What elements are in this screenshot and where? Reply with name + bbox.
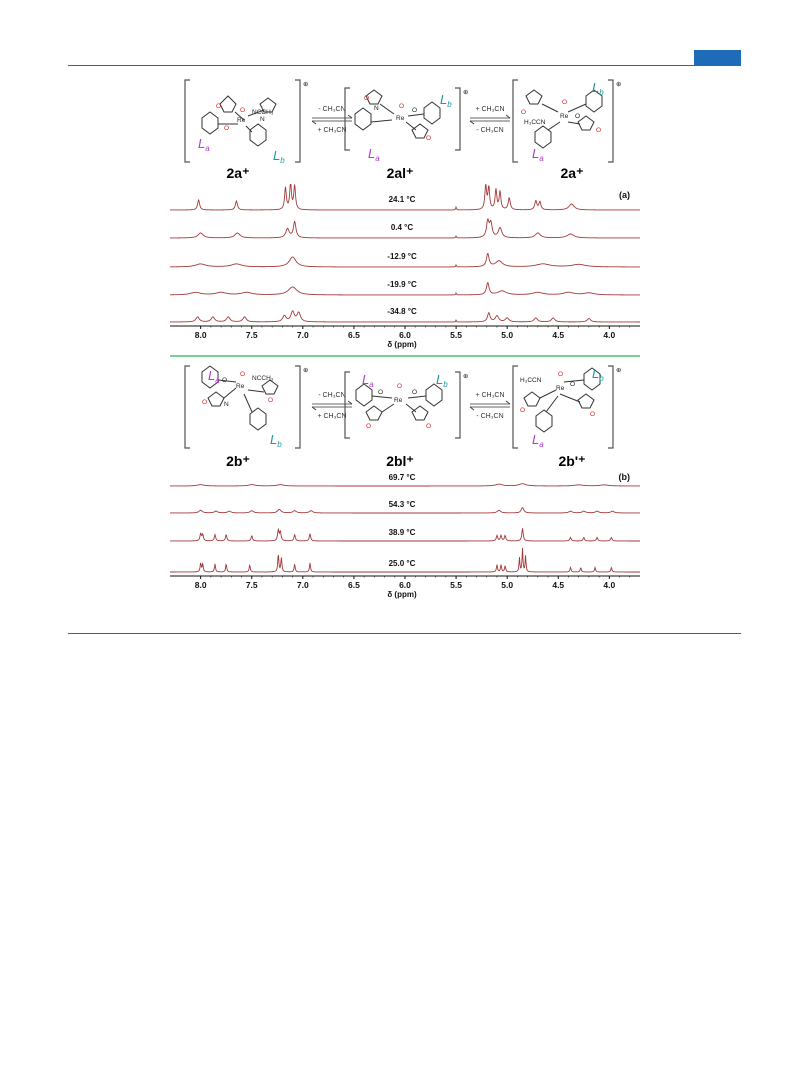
svg-text:La: $L_a$ [532, 146, 544, 163]
svg-text:- CH₃CN: - CH₃CN [318, 392, 346, 399]
equilibrium-arrow-b1 [312, 392, 352, 420]
panel-label: (a) [619, 190, 630, 200]
svg-text:O: O [397, 383, 403, 390]
svg-text:O: O [202, 399, 208, 406]
x-tick-label: 7.5 [245, 330, 258, 340]
x-tick-label: 8.0 [194, 330, 207, 340]
svg-text:Re: Re [560, 113, 569, 120]
x-tick-label: 5.5 [450, 580, 463, 590]
svg-text:N: N [224, 401, 229, 408]
temperature-label: 0.4 °C [390, 223, 414, 232]
compound-label-2b-left: 2b⁺ [226, 453, 250, 469]
svg-text:La: $L_a$ [532, 432, 544, 449]
svg-text:O: O [590, 411, 596, 418]
svg-text:Re: Re [236, 383, 245, 390]
ligand-b-label: $L_b$ [273, 148, 285, 165]
x-axis-label: δ (ppm) [387, 590, 417, 599]
svg-text:La: $L_a$ [368, 146, 380, 163]
svg-text:⊕: ⊕ [303, 367, 309, 374]
equilibrium-arrow-b2 [470, 392, 510, 420]
svg-text:- CH₃CN: - CH₃CN [476, 413, 504, 420]
temperature-label: 54.3 °C [388, 500, 416, 509]
svg-text:N: N [260, 116, 265, 123]
header-rule [68, 65, 741, 66]
svg-text:Lb: $L_b$ [592, 366, 604, 383]
x-tick-label: 6.0 [399, 330, 411, 340]
compound-label-2a-right: 2a⁺ [560, 165, 584, 181]
svg-text:O: O [399, 103, 405, 110]
ligand-a-label: $L_a$ [198, 136, 210, 153]
svg-text:⊕: ⊕ [463, 89, 469, 96]
svg-text:O: O [366, 423, 372, 430]
charge-symbol: ⊕ [303, 81, 309, 88]
x-tick-label: 8.0 [194, 580, 207, 590]
complex-2bl-middle [345, 372, 469, 438]
equilibrium-arrow-1 [312, 106, 352, 134]
spectrum-trace [170, 484, 640, 486]
svg-text:H₃CCN: H₃CCN [520, 377, 542, 384]
svg-text:O: O [240, 371, 246, 378]
svg-text:O: O [426, 135, 432, 142]
complex-2b-left [185, 366, 309, 449]
complex-2al-middle [345, 88, 469, 163]
x-tick-label: 5.0 [501, 330, 514, 340]
svg-text:O: O [268, 397, 274, 404]
scheme-b [180, 360, 640, 472]
svg-text:Lb: $L_b$ [440, 92, 452, 109]
svg-text:O: O [216, 103, 222, 110]
svg-text:N: N [374, 105, 379, 112]
svg-text:NCCH₃: NCCH₃ [252, 109, 274, 116]
svg-text:- CH₃CN: - CH₃CN [318, 106, 346, 113]
temperature-label: -19.9 °C [387, 280, 417, 289]
svg-text:O: O [222, 377, 228, 384]
panel-separator [170, 355, 640, 357]
svg-text:Re: Re [237, 117, 246, 124]
temperature-label: 38.9 °C [388, 528, 416, 537]
svg-text:La: $L_a$ [362, 372, 374, 389]
compound-label-2a-left: 2a⁺ [226, 165, 250, 181]
svg-text:O: O [224, 125, 230, 132]
nmr-spectra-b [160, 470, 650, 610]
x-tick-label: 7.5 [245, 580, 258, 590]
svg-text:+ CH₃CN: + CH₃CN [317, 127, 347, 134]
temperature-label: -34.8 °C [387, 307, 417, 316]
svg-text:Lb: $L_b$ [270, 432, 282, 449]
svg-text:O: O [426, 423, 432, 430]
svg-text:Lb: $L_b$ [436, 372, 448, 389]
scheme-a [180, 74, 640, 184]
x-tick-label: 7.0 [296, 330, 309, 340]
x-axis-label: δ (ppm) [387, 340, 417, 349]
svg-text:O: O [520, 407, 526, 414]
svg-text:O: O [575, 113, 581, 120]
x-tick-label: 6.0 [399, 580, 411, 590]
svg-text:+ CH₃CN: + CH₃CN [317, 413, 347, 420]
svg-text:⊕: ⊕ [463, 373, 469, 380]
svg-text:O: O [558, 371, 564, 378]
svg-text:NCCH₃: NCCH₃ [252, 375, 274, 382]
svg-text:O: O [240, 107, 246, 114]
x-tick-label: 7.0 [296, 580, 309, 590]
svg-text:Re: Re [556, 385, 565, 392]
footer-rule [68, 633, 741, 634]
svg-text:- CH₃CN: - CH₃CN [476, 127, 504, 134]
svg-text:+ CH₃CN: + CH₃CN [475, 106, 505, 113]
equilibrium-arrow-2 [470, 106, 510, 134]
x-tick-label: 4.5 [552, 580, 565, 590]
svg-text:⊕: ⊕ [616, 81, 622, 88]
complex-2a-right [513, 80, 622, 163]
x-tick-label: 5.0 [501, 580, 514, 590]
compound-label-2al-middle: 2al⁺ [386, 165, 414, 181]
svg-text:Lb: $L_b$ [592, 80, 604, 97]
compound-label-2b-prime-right: 2b'⁺ [558, 453, 586, 469]
x-tick-label: 4.0 [603, 330, 616, 340]
temperature-label: 25.0 °C [388, 559, 416, 568]
svg-text:Re: Re [394, 397, 403, 404]
svg-text:O: O [412, 389, 418, 396]
compound-label-2bl-middle: 2bl⁺ [386, 453, 414, 469]
svg-text:O: O [562, 99, 568, 106]
x-tick-label: 4.5 [552, 330, 565, 340]
svg-text:O: O [364, 95, 370, 102]
svg-text:O: O [570, 381, 576, 388]
svg-text:O: O [412, 107, 418, 114]
temperature-label: 24.1 °C [388, 195, 416, 204]
svg-text:+ CH₃CN: + CH₃CN [475, 392, 505, 399]
x-tick-label: 5.5 [450, 330, 463, 340]
x-tick-label: 6.5 [347, 580, 360, 590]
svg-text:H₃CCN: H₃CCN [524, 119, 546, 126]
x-tick-label: 4.0 [603, 580, 616, 590]
temperature-label: 69.7 °C [388, 473, 416, 482]
svg-text:O: O [596, 127, 602, 134]
temperature-label: -12.9 °C [387, 252, 417, 261]
svg-text:O: O [378, 389, 384, 396]
page-tab-marker [694, 50, 741, 66]
svg-text:Re: Re [396, 115, 405, 122]
svg-text:O: O [521, 109, 527, 116]
svg-text:⊕: ⊕ [616, 367, 622, 374]
nmr-spectra-a [160, 184, 650, 354]
complex-2a-left [185, 80, 309, 165]
svg-text:La: $L_a$ [208, 368, 220, 385]
x-tick-label: 6.5 [347, 330, 360, 340]
complex-2b-prime-right [513, 366, 622, 449]
panel-label: (b) [618, 472, 630, 482]
